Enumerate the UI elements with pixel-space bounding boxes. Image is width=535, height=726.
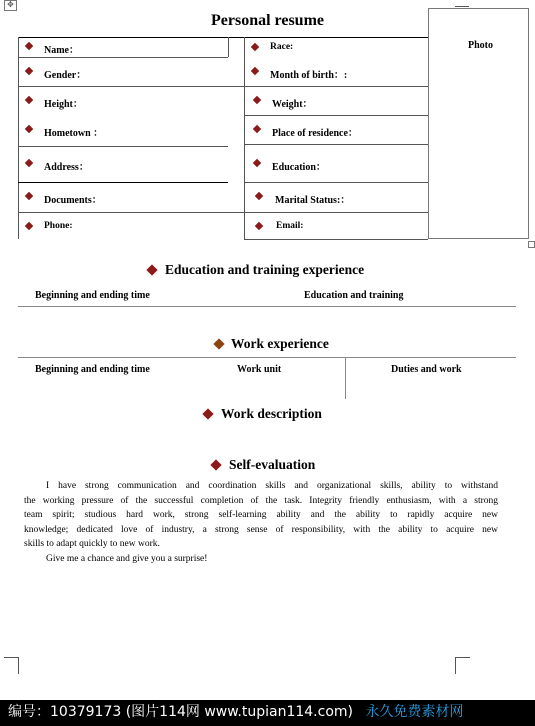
- education-col-time: Beginning and ending time: [35, 290, 150, 301]
- diamond-bullet-icon: [253, 125, 261, 133]
- row-line-4b: [18, 146, 228, 147]
- table-top-line: [18, 37, 428, 38]
- diamond-bullet-icon: [25, 222, 33, 230]
- diamond-bullet-icon: [210, 459, 221, 470]
- work-col-duties: Duties and work: [391, 364, 462, 375]
- field-gender-label: Gender：: [44, 70, 87, 81]
- watermark-footer: [0, 700, 535, 726]
- work-col-time: Beginning and ending time: [35, 364, 150, 375]
- field-weight-label: Weight：: [272, 99, 313, 110]
- self-evaluation-line: the working pressure of the successful completion of the task. Integrity friendly enthusiasm, with a strong: [24, 495, 498, 506]
- diamond-bullet-icon: [255, 192, 263, 200]
- diamond-bullet-icon: [202, 408, 213, 419]
- row-line-5b: [18, 182, 228, 183]
- work-col-unit: Work unit: [237, 364, 282, 375]
- row-line-4: [244, 144, 428, 145]
- work-table-divider: [345, 357, 346, 399]
- self-evaluation-line: skills to adapt quickly to new work.: [24, 539, 160, 550]
- diamond-bullet-icon: [251, 43, 259, 51]
- corner-mark-bottom-right: [455, 657, 470, 674]
- row-line-7: [244, 239, 428, 240]
- field-residence-label: Place of residence：: [272, 128, 358, 139]
- field-birth-label: Month of birth：:: [270, 70, 348, 81]
- field-education-label: Education：: [272, 162, 326, 173]
- work-table-top-line: [18, 357, 516, 358]
- diamond-bullet-icon: [25, 67, 33, 75]
- diamond-bullet-icon: [25, 159, 33, 167]
- field-height-label: Height：: [44, 99, 83, 110]
- field-name-label: Name：: [44, 45, 79, 56]
- photo-label: Photo: [468, 40, 493, 51]
- diamond-bullet-icon: [25, 42, 33, 50]
- self-evaluation-line: knowledge; dedicated love of industry, a strong sense of responsibility, with the ability to acquire new: [24, 524, 498, 535]
- table-mid-line-b: [244, 37, 245, 239]
- diamond-bullet-icon: [251, 67, 259, 75]
- page-title: Personal resume: [210, 12, 324, 29]
- diamond-bullet-icon: [25, 96, 33, 104]
- row-line-6: [18, 212, 428, 213]
- table-mid-line-a: [228, 37, 229, 57]
- self-evaluation-line: team spirit; studious hard work, strong self-learning ability and the ability to rapidly acquire new: [24, 510, 498, 521]
- diamond-bullet-icon: [25, 125, 33, 133]
- watermark-id-text: 编号：10379173 (图片114网 www.tupian114.com): [8, 704, 353, 720]
- diamond-bullet-icon: [213, 338, 224, 349]
- field-hometown-label: Hometown ：: [44, 128, 104, 139]
- self-evaluation-paragraph: [24, 479, 498, 567]
- education-col-training: Education and training: [304, 290, 404, 301]
- field-documents-label: Documents：: [44, 195, 102, 206]
- self-evaluation-heading: Self-evaluation: [229, 457, 316, 472]
- education-heading: Education and training experience: [165, 262, 365, 277]
- row-line-5: [244, 182, 428, 183]
- diamond-bullet-icon: [255, 222, 263, 230]
- row-line-3: [244, 115, 428, 116]
- diamond-bullet-icon: [253, 96, 261, 104]
- corner-mark-top-right: [455, 0, 469, 7]
- field-phone-label: Phone:: [44, 221, 73, 231]
- field-race-label: Race:: [270, 42, 294, 52]
- work-heading: Work experience: [231, 336, 329, 351]
- watermark-slogan: 永久免费素材网: [365, 704, 464, 720]
- row-line-1: [18, 57, 228, 58]
- move-handle-icon[interactable]: ✥: [4, 0, 17, 11]
- diamond-bullet-icon: [146, 264, 157, 275]
- table-left-line: [18, 37, 19, 239]
- field-address-label: Address：: [44, 162, 89, 173]
- field-marital-label: Marital Status:：: [275, 195, 351, 206]
- work-description-heading: Work description: [221, 406, 322, 421]
- self-evaluation-closing: Give me a chance and give you a surprise!: [46, 553, 208, 564]
- corner-mark-bottom-left: [4, 657, 19, 674]
- education-table-line: [18, 306, 516, 307]
- field-email-label: Email:: [276, 221, 304, 231]
- diamond-bullet-icon: [253, 159, 261, 167]
- row-line-2: [18, 86, 428, 87]
- self-evaluation-line: I have strong communication and coordination skills and organizational skills, ability to withstand: [46, 481, 498, 491]
- diamond-bullet-icon: [25, 192, 33, 200]
- table-resize-handle[interactable]: [528, 241, 535, 248]
